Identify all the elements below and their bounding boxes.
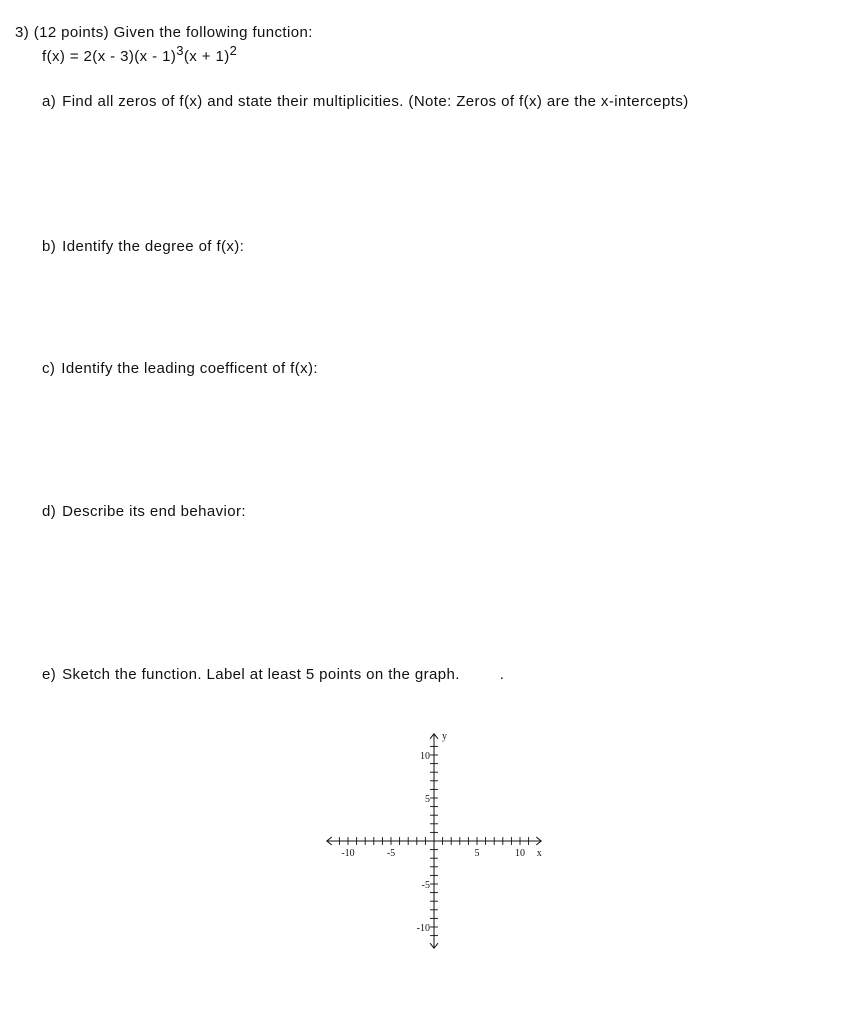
- part-a-letter: a): [42, 93, 57, 110]
- part-b: [42, 238, 244, 255]
- function-middle: (x + 1): [183, 48, 230, 65]
- function-exponent-2: 2: [229, 43, 238, 58]
- question-prompt: Given the following function:: [113, 24, 313, 41]
- y-axis-label: y: [442, 730, 447, 742]
- part-d-text: Describe its end behavior:: [62, 503, 246, 520]
- part-a-text: Find all zeros of f(x) and state their multiplicities. (Note: Zeros of f(x) are the x-intercepts): [62, 93, 689, 110]
- y-tick-label: 5: [425, 794, 430, 805]
- y-tick-label: -10: [416, 923, 430, 934]
- function-exponent-1: 3: [176, 43, 184, 58]
- part-d-letter: d): [42, 503, 57, 520]
- part-a: [42, 93, 689, 110]
- part-e: [42, 666, 504, 683]
- question-header: [15, 24, 313, 41]
- part-c-letter: c): [42, 360, 56, 377]
- x-tick-label: 5: [474, 848, 480, 859]
- part-b-text: Identify the degree of f(x):: [62, 238, 245, 255]
- function-definition: [42, 43, 238, 65]
- y-tick-label: -5: [421, 880, 430, 891]
- part-c: [42, 360, 318, 377]
- coordinate-grid: [316, 724, 556, 960]
- part-c-text: Identify the leading coefficent of f(x):: [61, 360, 318, 377]
- part-e-letter: e): [42, 666, 57, 683]
- part-b-letter: b): [42, 238, 57, 255]
- question-points: (12 points): [33, 24, 109, 41]
- function-lhs: f(x) = 2(x - 3)(x - 1): [42, 48, 177, 65]
- x-tick-label: -5: [386, 848, 396, 859]
- y-tick-label: 10: [420, 751, 430, 762]
- x-tick-label: -10: [341, 848, 355, 859]
- part-e-trailing-dot: .: [499, 666, 505, 683]
- part-e-text: Sketch the function. Label at least 5 points on the graph.: [62, 666, 460, 683]
- x-axis-label: x: [536, 848, 542, 859]
- x-tick-label: 10: [515, 848, 525, 859]
- part-d: [42, 503, 246, 520]
- question-number: 3): [15, 24, 30, 41]
